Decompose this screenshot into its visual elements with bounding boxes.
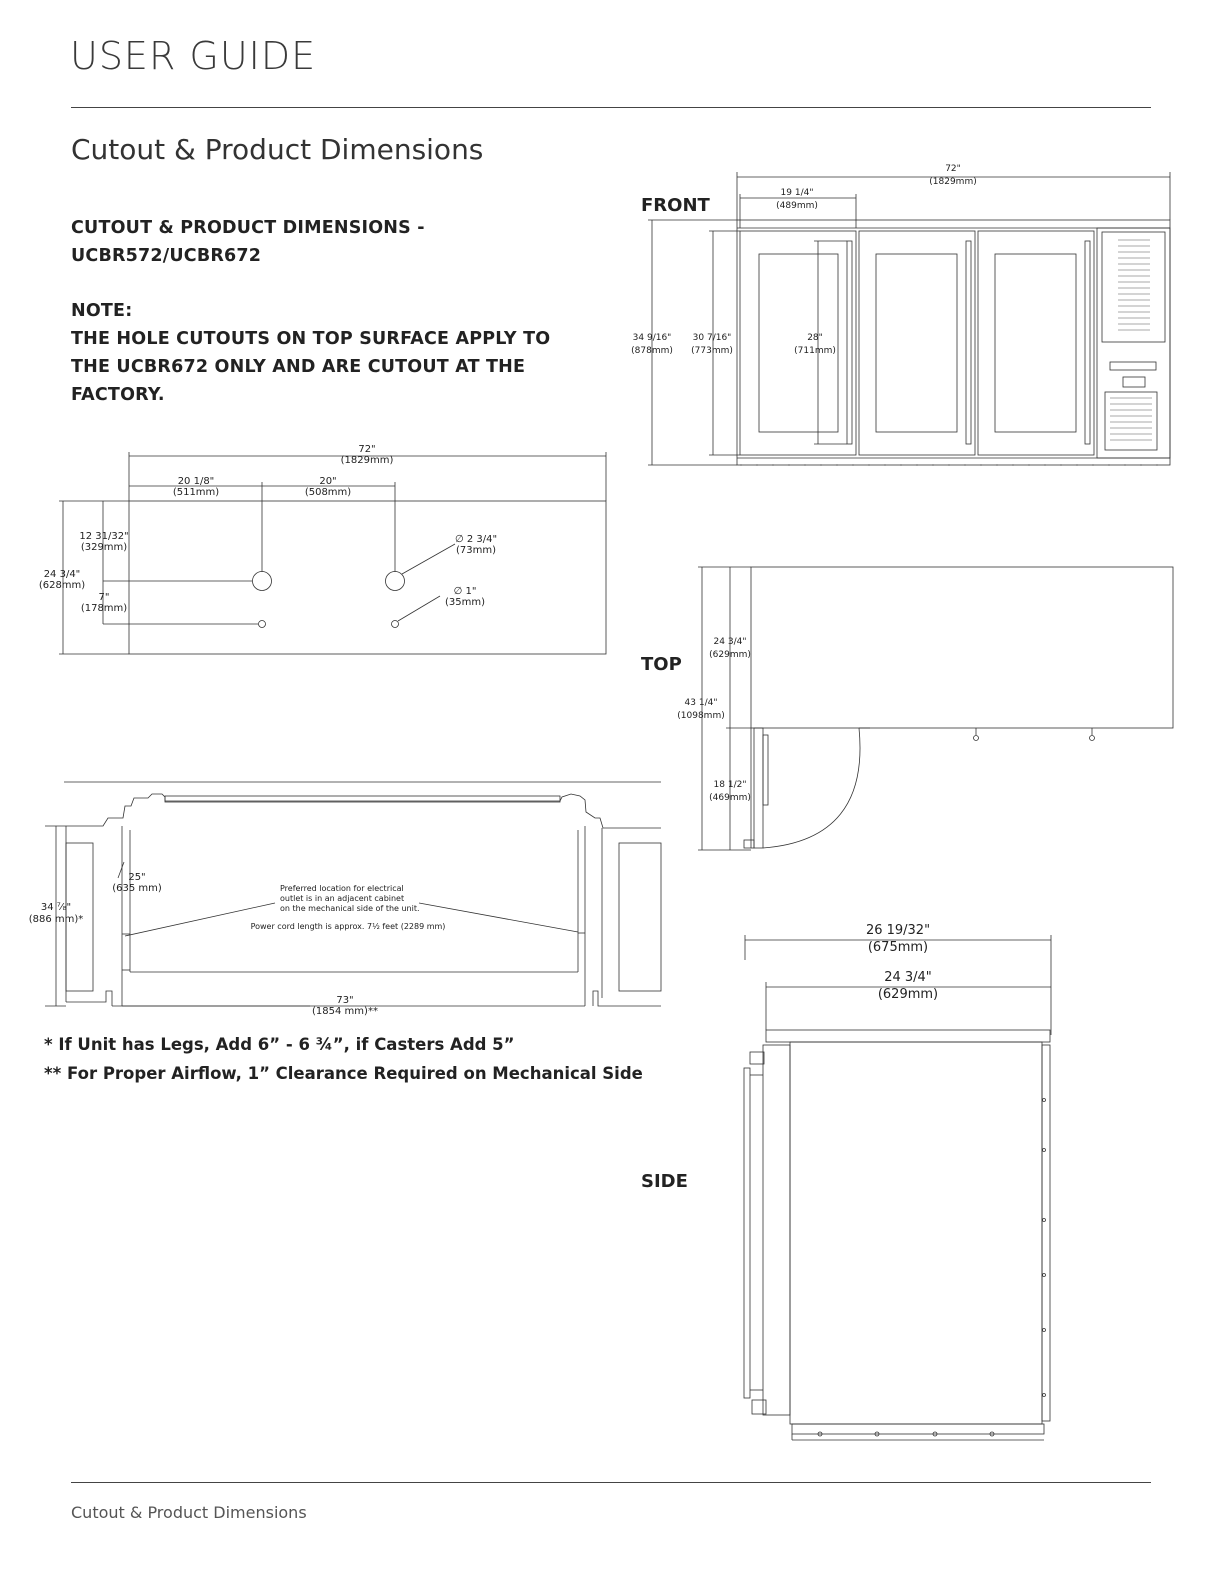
section-title: Cutout & Product Dimensions [71,133,484,166]
door-width-label: 19 1/4" [780,188,814,198]
footnote-legs: * If Unit has Legs, Add 6” - 6 ¾”, if Casters Add 5” [44,1035,515,1054]
footnote-airflow: ** For Proper Airflow, 1” Clearance Required on Mechanical Side [44,1064,643,1083]
door-height-mm-label: (773mm) [691,346,733,356]
note-label: NOTE: [71,301,133,321]
outlet-note-line: Preferred location for electrical [280,884,404,893]
overall-height-label: 34 9/16" [632,333,672,343]
side-overall-depth-label: 26 19/32" [865,923,931,938]
swing-label: 18 1/2" [713,780,747,790]
door-width-mm-label: (489mm) [776,201,818,211]
door-height-label: 30 7/16" [692,333,732,343]
door-open-label: 43 1/4" [684,698,718,708]
large-hole-label: ∅ 2 3/4" [454,534,498,545]
handle-height-label: 28" [807,333,823,343]
top-depth-label: 24 3/4" [713,637,747,647]
offset1-mm-label: (511mm) [172,487,220,498]
surface-depth-label: 24 3/4" [43,569,81,580]
handle-height-mm-label: (711mm) [794,346,836,356]
offset1-label: 20 1/8" [177,476,215,487]
side-view-drawing [744,935,1051,1440]
offset2-mm-label: (508mm) [304,487,352,498]
front-width-mm-label: (1829mm) [929,177,977,187]
cutout-width-label: 73" [336,995,354,1006]
cutout-width-mm-label: (1854 mm)** [312,1006,378,1017]
surface-width-label: 72" [358,444,376,455]
cutout-height-label: 34 ⁷⁄₈" [40,902,72,913]
front-grille-slats [1110,240,1152,440]
top-depth-mm-label: (629mm) [709,650,751,660]
small-hole-label: ∅ 1" [453,586,477,597]
front-view-label: FRONT [641,195,710,216]
footer-text: Cutout & Product Dimensions [71,1503,307,1522]
surface-width-mm-label: (1829mm) [340,455,394,466]
model-heading-line: UCBR572/UCBR672 [71,246,262,266]
side-cabinet-depth-mm-label: (629mm) [877,987,939,1002]
document-title: USER GUIDE [70,34,317,78]
large-hole-mm-label: (73mm) [455,545,497,556]
outlet-note-line: on the mechanical side of the unit. [280,904,420,913]
cutout-depth-mm-label: (635 mm) [112,883,162,894]
note-line: THE UCBR672 ONLY AND ARE CUTOUT AT THE [71,357,526,377]
door-open-mm-label: (1098mm) [677,711,725,721]
outlet-note-line: outlet is in an adjacent cabinet [280,894,405,903]
overall-height-mm-label: (878mm) [631,346,673,356]
small-hole-mm-label: (35mm) [444,597,486,608]
swing-mm-label: (469mm) [709,793,751,803]
front-width-label: 72" [945,164,961,174]
hole-row1-label: 12 31/32" [79,531,129,542]
footnotes [44,1030,643,1088]
side-view-label: SIDE [641,1171,688,1192]
hole-row1-mm-label: (329mm) [80,542,128,553]
hole-row2-mm-label: (178mm) [80,603,128,614]
top-view-drawing [698,567,1173,850]
note-line: FACTORY. [71,385,165,405]
cutout-height-mm-label: (886 mm)* [28,914,84,925]
model-heading-line: CUTOUT & PRODUCT DIMENSIONS - [71,218,425,238]
footer-rule [71,1482,1151,1483]
cutout-depth-label: 25" [128,872,146,883]
side-overall-depth-mm-label: (675mm) [867,940,929,955]
side-cabinet-depth-label: 24 3/4" [884,970,932,985]
front-view-drawing [648,172,1170,465]
surface-depth-mm-label: (628mm) [38,580,86,591]
cord-note: Power cord length is approx. 7½ feet (2289 mm) [250,922,446,931]
hole-row2-label: 7" [98,592,110,603]
offset2-label: 20" [319,476,337,487]
note-line: THE HOLE CUTOUTS ON TOP SURFACE APPLY TO [71,329,551,349]
top-view-label: TOP [641,654,682,675]
